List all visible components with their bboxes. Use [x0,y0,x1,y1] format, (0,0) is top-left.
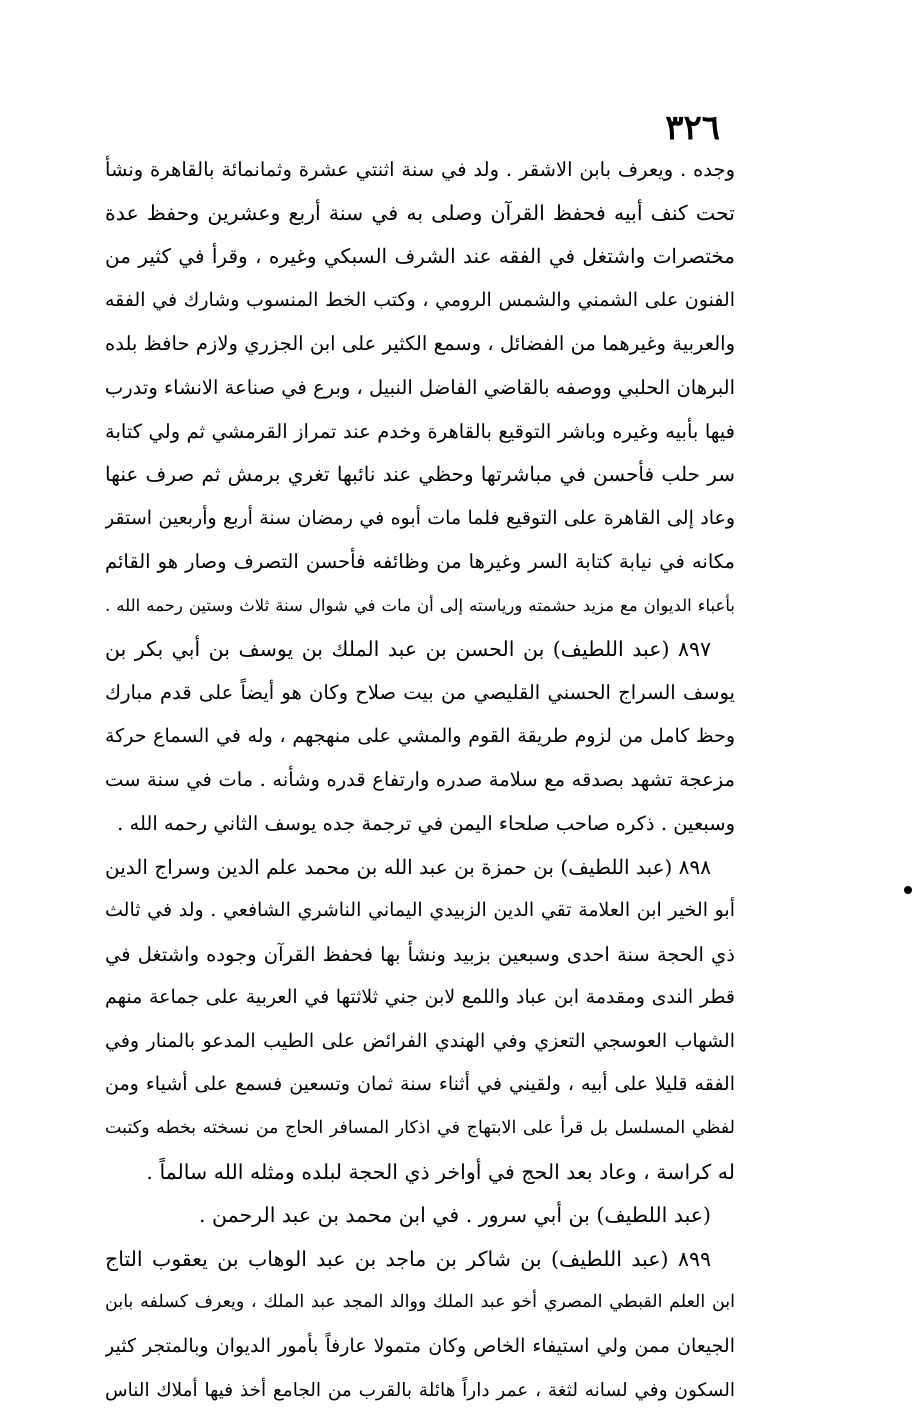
text-line: الفقه قليلا على أبيه ، ولقيني في أثناء سنة ثمان وتسعين فسمع على أشياء ومن [105,1073,735,1096]
page-number: ٣٢٦ [665,108,720,148]
text-line: بأعباء الديوان مع مزيد حشمته ورياسته إلى أن مات في شوال سنة ثلاث وستين رحمه الله . [105,595,735,615]
text-line: وسبعين . ذكره صاحب صلحاء اليمن في ترجمة جده يوسف الثاني رحمه الله . [117,811,735,835]
margin-dot [904,886,912,894]
cross-reference-line: (عبد اللطيف) بن أبي سرور . في ابن محمد بن عبد الرحمن . [198,1203,711,1228]
text-line: لفظي المسلسل بل قرأ على الابتهاج في اذكار المسافر الحاج من نسخته بخطه وكتبت [105,1118,735,1139]
text-line: له كراسة ، وعاد بعد الحج في أواخر ذي الحجة لبلده ومثله الله سالماً . [146,1159,735,1184]
text-line: مزعجة تشهد بصدقه مع سلامة صدره وارتفاع قدره وشأنه . مات في سنة ست [105,768,735,792]
text-line: أبو الخير ابن العلامة تقي الدين الزبيدي اليماني الناشري الشافعي . ولد في ثالث [105,899,735,922]
text-line: الفنون على الشمني والشمس الرومي ، وكتب الخط المنسوب وشارك في الفقه [105,288,735,311]
text-line: مكانه في نيابة كتابة السر وغيرها من وظائفه فأحسن التصرف وصار هو القائم [105,550,735,574]
text-line: ابن العلم القبطي المصري أخو عبد الملك ووالد المجد عبد الملك ، ويعرف كسلفه بابن [105,1292,735,1313]
text-line: السكون وفي لسانه لثغة ، عمر داراً هائلة بالقرب من الجامع أخذ فيها أملاك الناس [105,1379,735,1401]
text-line: فيها بأبيه وغيره وباشر التوقيع بالقاهرة وخدم عند تمراز القرمشي ثم ولي كتابة [105,419,735,443]
entry-897-heading-line: ٨٩٧ (عبد اللطيف) بن الحسن بن عبد الملك بن يوسف بن أبي بكر بن [105,636,711,661]
entry-899-heading-line: ٨٩٩ (عبد اللطيف) بن شاكر بن ماجد بن عبد الوهاب بن يعقوب التاج [105,1246,711,1271]
text-line: مختصرات واشتغل في الفقه عند الشرف السبكي وغيره ، وقرأ في كثير من [105,244,735,269]
text-line: البرهان الحلبي ووصفه بالقاضي الفاضل النبيل ، وبرع في صناعة الانشاء وتدرب [105,375,735,399]
text-line: الجيعان ممن ولي استيفاء الخاص وكان متمولا عارفاً بأمور الديوان وبالمتجر كثير [105,1335,735,1358]
text-line: يوسف السراج الحسني القليصي من بيت صلاح وكان هو أيضاً على قدم مبارك [105,681,735,705]
text-line: وحظ كامل من لزوم طريقة القوم والمشي على منهجهم ، وله في السماع حركة [105,724,735,747]
text-line: الشهاب العوسجي التعزي وفي الهندي الفرائض على الطيب المدعو بالمنار وفي [105,1029,735,1052]
text-line: وعاد إلى القاهرة على التوقيع فلما مات أبوه في رمضان سنة أربع وأربعين استقر [105,506,735,529]
text-line: والعربية وغيرهما من الفضائل ، وسمع الكثير على ابن الجزري ولازم حافظ بلده [105,332,735,356]
text-line: سر حلب فأحسن في مباشرتها وحظي عند نائبها تغري برمش ثم صرف عنها [105,462,735,487]
text-line: وجده . ويعرف بابن الاشقر . ولد في سنة اثنتي عشرة وثمانمائة بالقاهرة ونشأ [105,158,735,181]
body-text [105,148,735,1412]
entry-898-heading-line: ٨٩٨ (عبد اللطيف) بن حمزة بن عبد الله بن محمد علم الدين وسراج الدين [105,854,711,879]
text-line: ذي الحجة سنة احدى وسبعين بزبيد ونشأ بها فحفظ القرآن وجوده واشتغل في [105,942,735,966]
text-line: قطر الندى ومقدمة ابن عباد واللمع لابن جني ثلاثتها في العربية على جماعة منهم [105,986,735,1009]
text-line: تحت كنف أبيه فحفظ القرآن وصلى به في سنة أربع وعشرين وحفظ عدة [105,200,735,225]
